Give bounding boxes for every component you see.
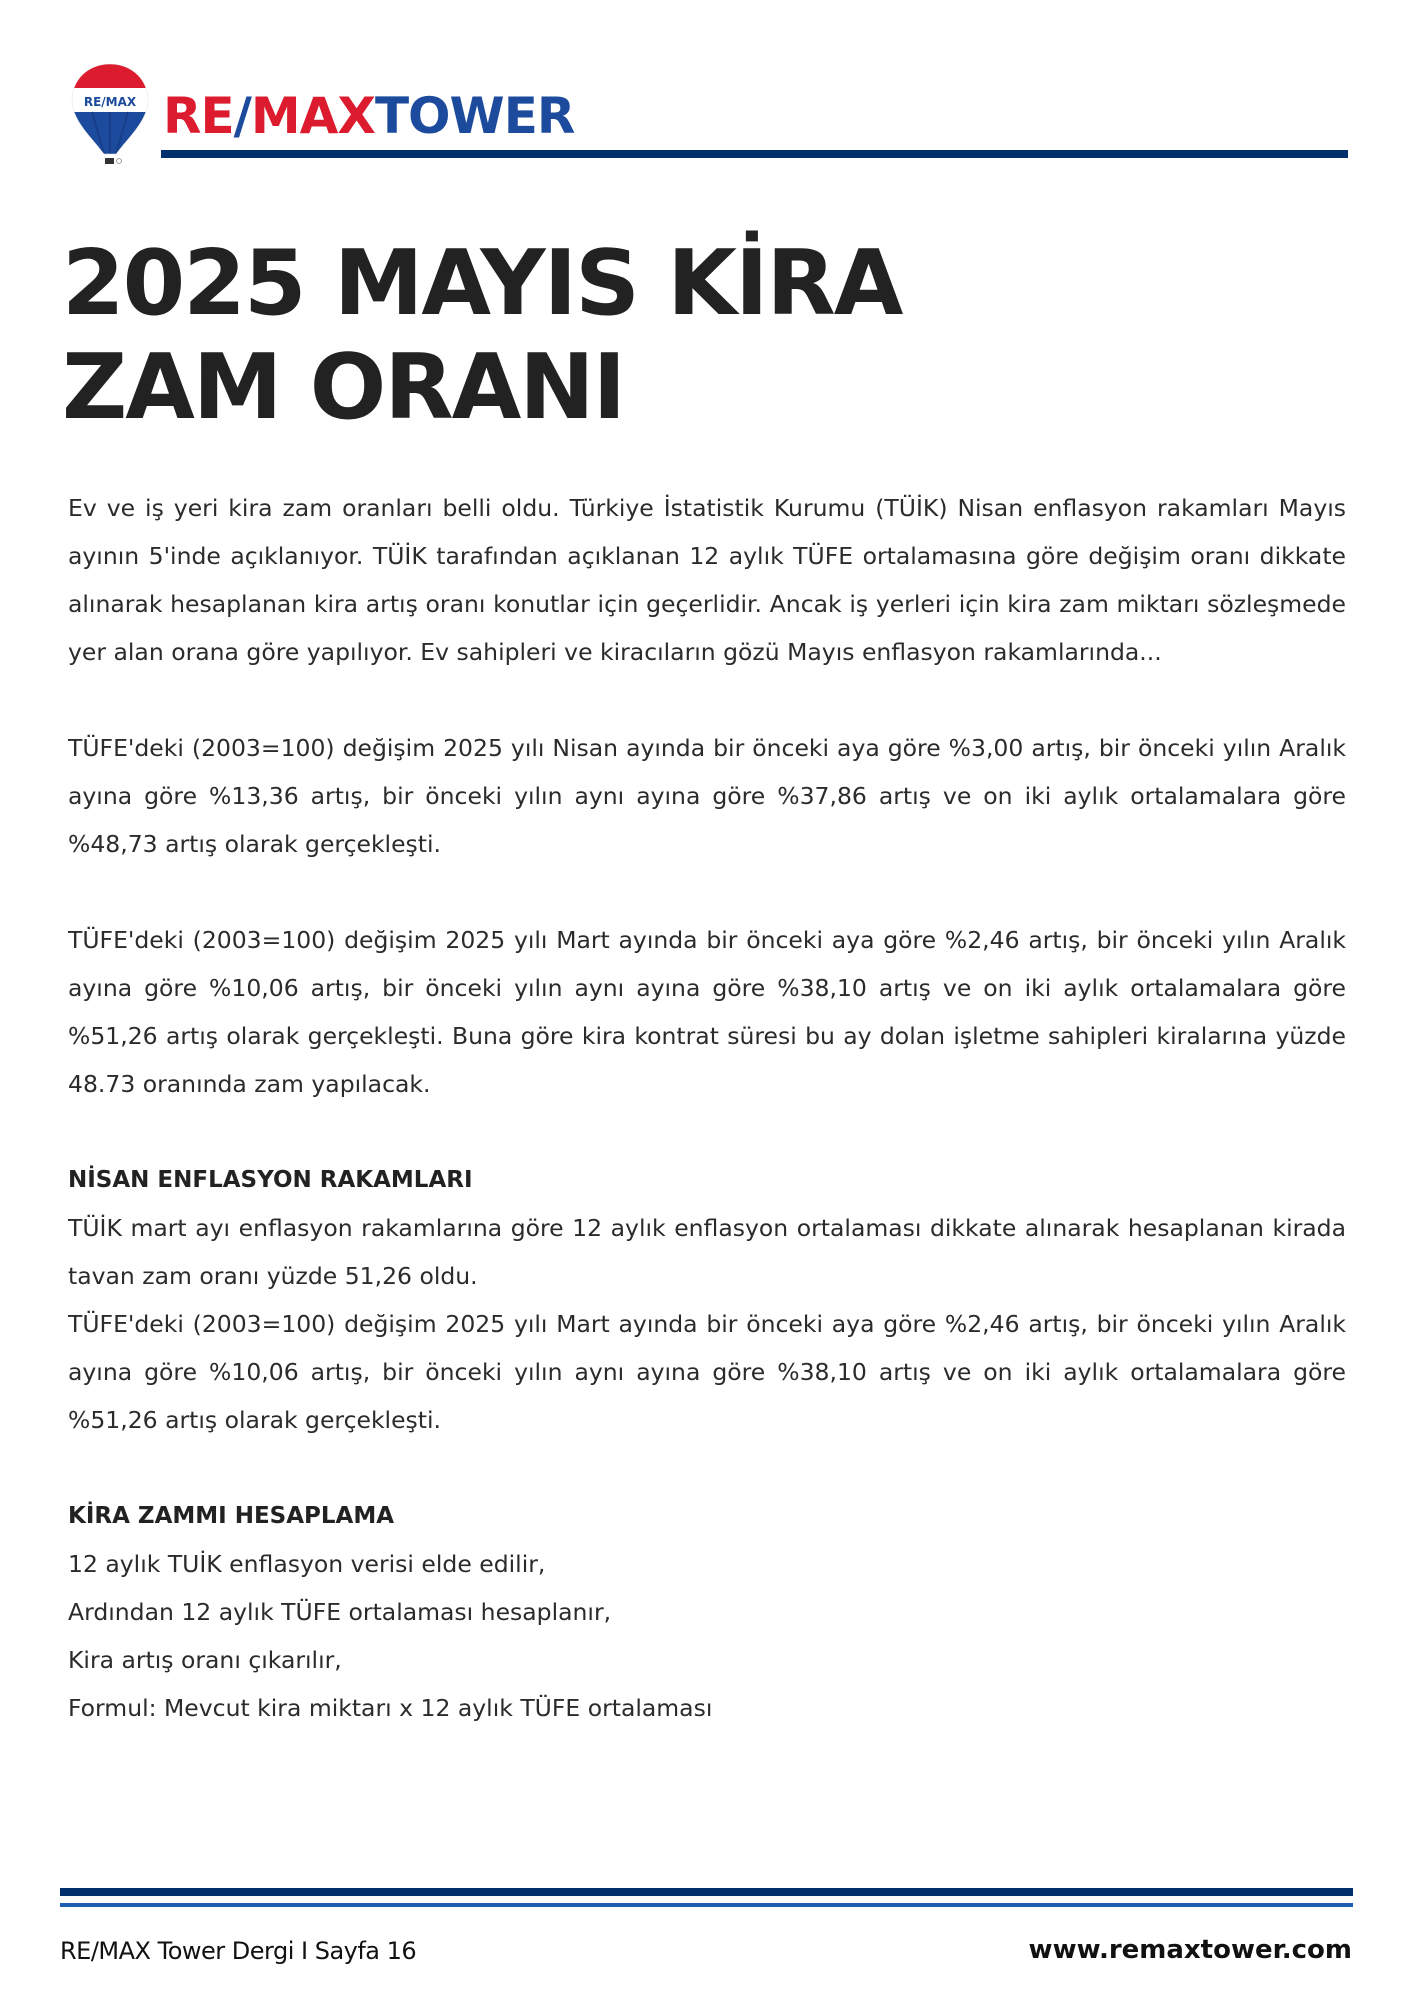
hesaplama-line: Ardından 12 aylık TÜFE ortalaması hesaplanır, [68, 1598, 612, 1626]
footer-divider-thick [60, 1888, 1353, 1896]
hesaplama-heading: KİRA ZAMMI HESAPLAMA [68, 1503, 395, 1529]
nisan-heading: NİSAN ENFLASYON RAKAMLARI [68, 1167, 473, 1193]
april-paragraph: TÜFE'deki (2003=100) değişim 2025 yılı Nisan ayında bir önceki aya göre %3,00 artış, bir önceki yılın Aralık ayına göre %13,36 artış, bir önceki yılın aynı ayına göre %37,86 artış ve on iki aylık ortalamalara göre %48,73 artış olarak gerçekleşti. [68, 734, 1346, 858]
title-line-1: 2025 MAYIS KİRA [62, 231, 902, 336]
header-divider [161, 150, 1348, 158]
remax-balloon-logo [70, 62, 150, 170]
title-line-2: ZAM ORANI [62, 335, 625, 440]
balloon-logo-text: RE/MAX [83, 95, 137, 109]
hesaplama-line: Formul: Mevcut kira miktarı x 12 aylık TÜFE ortalaması [68, 1694, 713, 1722]
hesaplama-line: Kira artış oranı çıkarılır, [68, 1646, 342, 1674]
march-paragraph: TÜFE'deki (2003=100) değişim 2025 yılı Mart ayında bir önceki aya göre %2,46 artış, bir önceki yılın Aralık ayına göre %10,06 artış, bir önceki yılın aynı ayına göre %38,10 artış ve on iki aylık ortalamalara göre %51,26 artış olarak gerçekleşti. Buna göre kira kontrat süresi bu ay dolan işletme sahipleri kiralarına yüzde 48.73 oranında zam yapılacak. [68, 926, 1346, 1098]
nisan-text-2: TÜFE'deki (2003=100) değişim 2025 yılı Mart ayında bir önceki aya göre %2,46 artış, bir önceki yılın Aralık ayına göre %10,06 artış, bir önceki yılın aynı ayına göre %38,10 artış ve on iki aylık ortalamalara göre %51,26 artış olarak gerçekleşti. [68, 1310, 1346, 1434]
page-title [62, 232, 901, 440]
footer-website-link[interactable]: www.remaxtower.com [1028, 1935, 1352, 1965]
intro-paragraph: Ev ve iş yeri kira zam oranları belli oldu. Türkiye İstatistik Kurumu (TÜİK) Nisan enflasyon rakamları Mayıs ayının 5'inde açıklanıyor. TÜİK tarafından açıklanan 12 aylık TÜFE ortalamasına göre değişim oranı dikkate alınarak hesaplanan kira artış oranı konutlar için geçerlidir. Ancak iş yerleri için kira zam miktarı sözleşmede yer alan orana göre yapılıyor. Ev sahipleri ve kiracıların gözü Mayıs enflasyon rakamlarında... [68, 494, 1346, 666]
balloon-icon [70, 62, 150, 170]
nisan-text-1: TÜİK mart ayı enflasyon rakamlarına göre 12 aylık enflasyon ortalaması dikkate alınarak hesaplanan kirada tavan zam oranı yüzde 51,26 oldu. [68, 1214, 1346, 1290]
brand-re: RE [163, 87, 234, 145]
footer-magazine-page: RE/MAX Tower Dergi I Sayfa 16 [60, 1937, 417, 1965]
hesaplama-line: 12 aylık TUİK enflasyon verisi elde edilir, [68, 1550, 546, 1578]
brand-slash: / [233, 87, 251, 145]
brand-max: MAX [250, 87, 375, 145]
footer-divider-thin [60, 1903, 1353, 1907]
brand-tower: TOWER [374, 87, 575, 145]
brand-wordmark [163, 86, 574, 146]
article-body [68, 484, 1346, 1732]
